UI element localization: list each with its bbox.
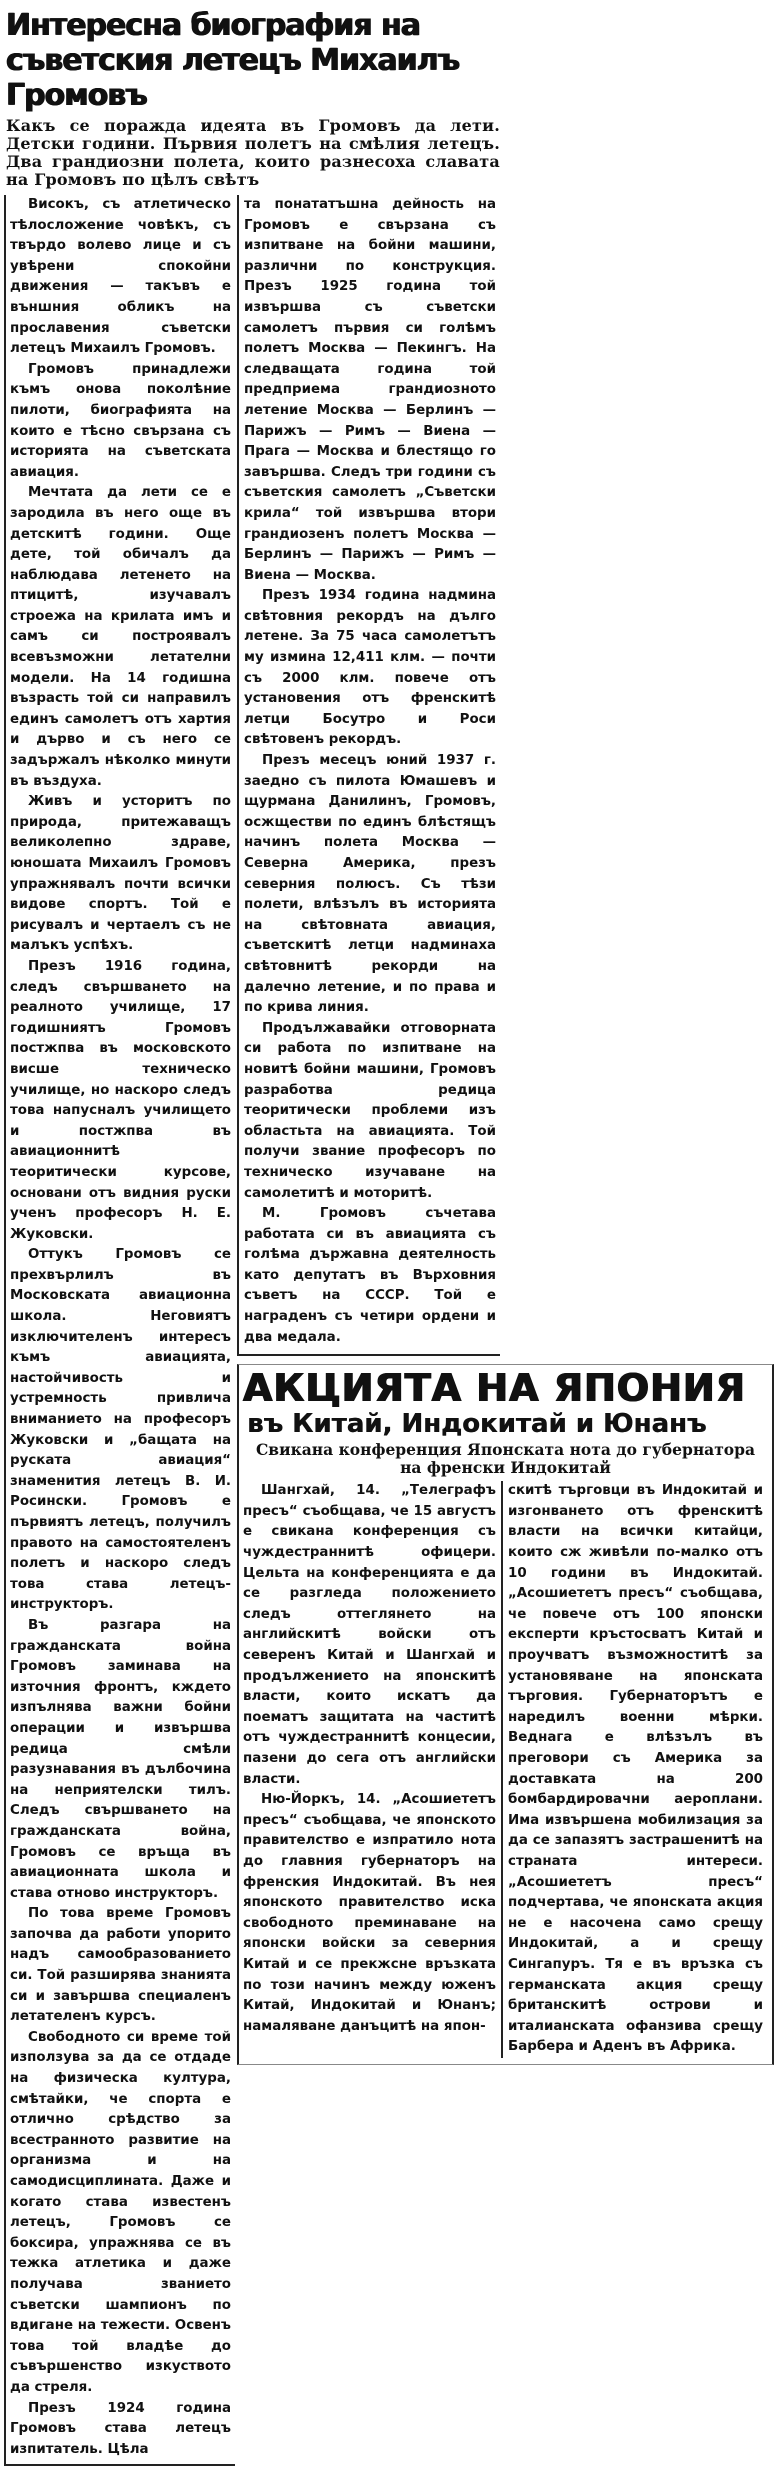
article-headline: АКЦИЯТА НА ЯПОНИЯ [243,1366,747,1411]
article-subtitle: Какъ се поражда идеята въ Громовъ да лети. Детски години. Първия полетъ на смѣлия летецъ. Два грандиозни полета, които разнесоха славата на Громовъ по цѣлъ свѣтъ [6,116,500,189]
paragraph: Ню-Йоркъ, 14. „Асошиететъ пресъ“ съобщава, че японското правителство е изпратило нота до главния губернаторъ на френския Индокитай. Въ нея японското правителство иска свободното преминаване на японски войски за северния Китай и се прекжсне връзката по този начинъ между юженъ Китай, Индокитай и Юнанъ; намаляване данъцитѣ на япон- [243,1792,496,2034]
article-title: Интересна биография на съветския летецъ Михаилъ Громовъ [6,8,460,113]
article-columns [243,1481,768,2058]
article-column-1 [243,1481,501,2037]
paragraph: Въ разгара на гражданската война Громовъ заминава на източния фронтъ, кждето изпълнява важни бойни операции и извършва редица смѣли разузнавания въ дълбочина на неприятелски тилъ. Следъ свършването на гражданската война, Громовъ се връща въ авиационната школа и става отново инструкторъ. [10,1617,231,1901]
japan-article [237,1364,774,2065]
paragraph: Шангхай, 14. „Телеграфъ пресъ“ съобщава, че 15 августъ е свикана конференция съ чуждестраннитѣ офицери. Цельта на конференцията е да се разгледа положението следъ оттеглянето на английскитѣ войски отъ северенъ Китай и Шангхай и продължението на японскитѣ власти, които искатъ да поематъ защитата на частитѣ отъ чуждестраннитѣ концесии, пазени до сега отъ английски власти. [243,1483,496,1787]
paragraph: та понататъшна дейность на Громовъ е свързана съ изпитване на бойни машини, различни по конструкция. Презъ 1925 година той извършва съ съветски самолетъ първия си голѣмъ полетъ Москва — Пекингъ. На следващата година той предприема грандиозното летение Москва — Берлинъ — Парижъ — Римъ — Виена — Прага — Москва и блестящо го завършва. Следъ три години съ съветския самолетъ „Съветски крила“ той извършва втори грандиозенъ полетъ Москва — Берлинъ — Парижъ — Римъ — Виена — Москва. [244,197,496,583]
article-column-2 [501,1481,763,2058]
article-body [0,195,780,2466]
right-area [237,195,777,2065]
paragraph: Презъ 1934 година надмина свѣтовния рекордъ на дълго летене. За 75 часа самолетътъ му измина 12,411 клм. — почти съ 2000 клм. повече отъ установения отъ френскитѣ летци Босутро и Роси свѣтовенъ рекордъ. [244,588,496,748]
paragraph: Свободното си време той използува за да се отдаде на физическа култура, смѣтайки, че спорта е отлично срѣдство за всестранното развитие на организма и на самодисциплината. Даже и когато става известенъ летецъ, Громовъ се боксира, упражнява се въ тежка атлетика и даже получава званието съветски шампионъ по вдигане на тежести. Освенъ това той владѣе до съвършенство изкуството да стреля. [10,2029,231,2395]
paragraph: Презъ 1924 година Громовъ става летецъ изпитатель. Цѣла [10,2400,231,2457]
paragraph: Високъ, съ атлетическо тѣлосложение човѣкъ, съ твърдо волево лице и съ увѣрени спокойни движения — такъвъ е външния обликъ на прославения съветски летецъ Михаилъ Громовъ. [10,197,231,357]
article-column-1 [4,195,235,2466]
article-deck: Свикана конференция Японската нота до губернатора на френски Индокитай [255,1440,756,1478]
paragraph: Презъ 1916 година, следъ свършването на реалното училище, 17 годишниятъ Громовъ постжпва въ московското висше техническо училище, но наскоро следъ това напусналъ училището и постжпва въ авиационнитѣ теоритически курсове, основани отъ видния руски ученъ професоръ Н. Е. Жуковски. [10,958,231,1242]
paragraph: Громовъ принадлежи къмъ онова поколѣние пилоти, биографията на които е тѣсно свързана съ историята на съветската авиация. [10,361,231,480]
paragraph: скитѣ търговци въ Индокитай и изгонването отъ френскитѣ власти на всички китайци, които сж живѣли по-малко отъ 10 години въ Индокитай. „Асошиететъ пресъ“ съобщава, че повече отъ 100 японски експерти кръстосватъ Китай и проучватъ възможноститѣ за установяване на японската търговия. Губернаторътъ е наредилъ военни мѣрки. Веднага е влѣзълъ въ преговори съ Америка за доставката на 200 бомбардировачни аероплани. Има извършена мобилизация за да се запазятъ застрашенитѣ на страната интереси. „Асошиететъ пресъ“ подчертава, че японската акция не е насочена само срещу Индокитай, а и срещу Сингапуръ. Тя е въ връзка съ германската акция срещу британскитѣ острови и италианската офанзива срещу Барбера и Аденъ въ Африка. [508,1483,763,2055]
paragraph: Мечтата да лети се е зародила въ него още въ детскитѣ години. Още дете, той обичалъ да наблюдава летенето на птицитѣ, изучавалъ строежа на крилата имъ и самъ си построявалъ всевъзможни летателни модели. На 14 годишна възрасть той си направилъ единъ самолетъ отъ хартия и дърво и съ него се задържалъ нѣколко минути въ въздуха. [10,485,231,789]
article-subheadline: въ Китай, Индокитай и Юнанъ [247,1409,707,1440]
article-header [0,8,500,189]
paragraph: По това време Громовъ започва да работи упорито надъ самообразованието си. Той разширява знанията си и завършва специаленъ летателенъ курсъ. [10,1906,231,2025]
paragraph: Живъ и усторитъ по природа, притежаващъ великолепно здраве, юношата Михаилъ Громовъ упражнявалъ почти всички видове спортъ. Той е рисувалъ и чертаелъ съ не малъкъ успѣхъ. [10,794,231,954]
paragraph: М. Громовъ съчетава работата си въ авиацията съ голѣма държавна деятелность като депутатъ въ Върховния съветъ на СССР. Той е награденъ съ четири ордени и два медала. [244,1206,496,1345]
paragraph: Презъ месецъ юний 1937 г. заедно съ пилота Юмашевъ и щурмана Данилинъ, Громовъ, осжществи по единъ блѣстящъ начинъ полета Москва — Северна Америка, презъ северния полюсъ. Съ тѣзи полети, влѣзълъ въ историята на свѣтовната авиация, съветскитѣ летци надминаха свѣтовнитѣ рекорди на далечно летение, и по права и по крива линия. [244,753,496,1016]
article-column-2 [237,195,500,1356]
paragraph: Продължавайки отговорната си работа по изпитване на новитѣ бойни машини, Громовъ разработва редица теоритически проблеми изъ областьта на авиацията. Той получи звание професоръ по техническо изучаване на самолетитѣ и моторитѣ. [244,1020,496,1201]
paragraph: Оттукъ Громовъ се прехвърлилъ въ Московската авиационна школа. Неговиятъ изключителенъ интересъ къмъ авиацията, настойчивость и устремность привлича вниманието на професоръ Жуковски и „бащата на руската авиация“ знаменития летецъ В. И. Росински. Громовъ е първиятъ летецъ, получилъ правото на самостоятеленъ полетъ и наскоро следъ това става летецъ-инструкторъ. [10,1247,231,1613]
